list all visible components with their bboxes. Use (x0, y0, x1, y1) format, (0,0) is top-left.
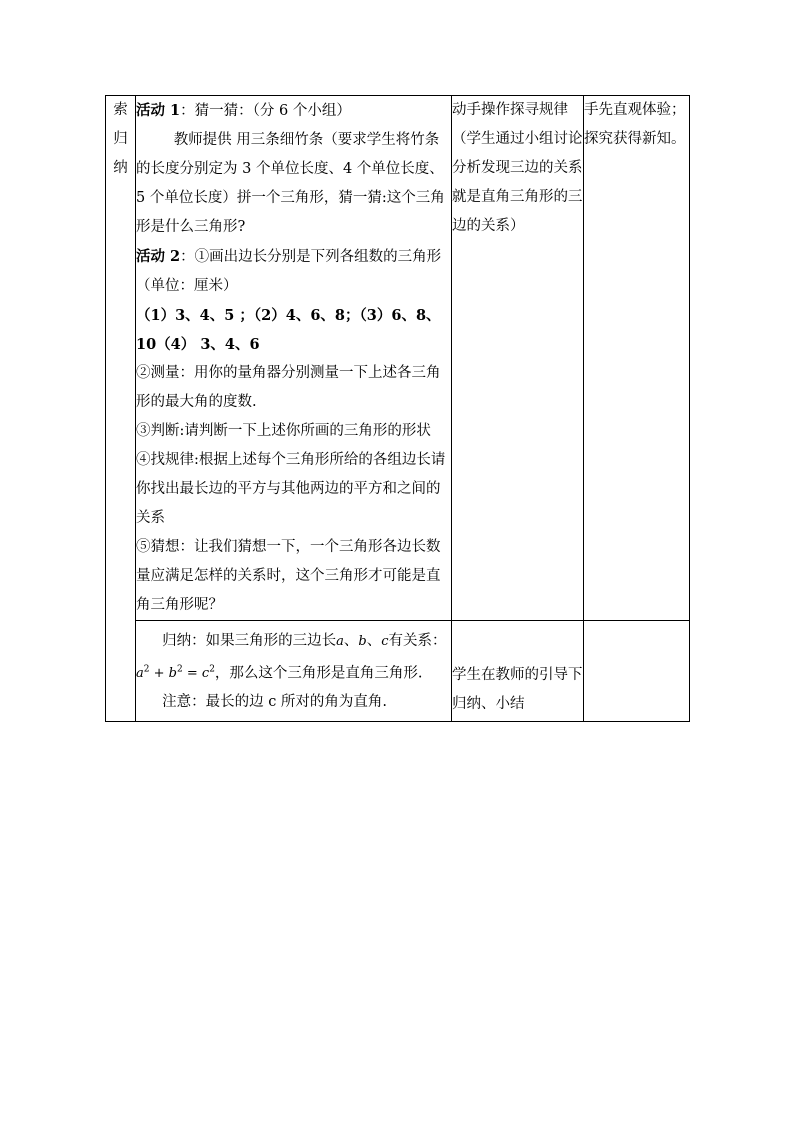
summary-cell (136, 621, 452, 722)
activity2-step4: ④找规律:根据上述每个三角形所给的各组边长请你找出最长边的平方与其他两边的平方和之间的关系 (136, 452, 446, 526)
design-intent-cell: 手先直观体验；探究获得新知。 (584, 96, 690, 621)
student-summary-cell: 学生在教师的引导下归纳、小结 (452, 621, 584, 722)
activity2-intro: 活动 2：①画出边长分别是下列各组数的三角形（单位：厘米） (136, 248, 442, 294)
summary-note: 注意：最长的边 c 所对的角为直角. (162, 694, 388, 711)
activity1-heading: 活动 1：猜一猜：（分 6 个小组） (136, 102, 351, 119)
activity-cell (136, 96, 452, 621)
student-activity-cell: 动手操作探寻规律（学生通过小组讨论分析发现三边的关系就是直角三角形的三边的关系） (452, 96, 584, 621)
activity2-step3: ③判断:请判断一下上述你所画的三角形的形状 (136, 423, 431, 439)
table-row (106, 621, 690, 722)
stage-char: 归 (113, 131, 128, 147)
stage-cell (106, 96, 136, 722)
activity2-step5: ⑤猜想：让我们猜想一下，一个三角形各边长数量应满足怎样的关系时，这个三角形才可能是直角三角形呢？ (136, 539, 441, 613)
activity2-groups: （1）3、4、5 ；（2）4、6、8；（3）6、8、10（4） 3、4、6 (136, 307, 441, 353)
stage-char: 索 (113, 102, 128, 118)
stage-char: 纳 (113, 160, 128, 176)
activity1-body: 教师提供 用三条细竹条（要求学生将竹条的长度分别定为 3 个单位长度、4 个单位长度、5 个单位长度）拼一个三角形，猜一猜:这个三角形是什么三角形? (136, 132, 445, 235)
activity2-step2: ②测量：用你的量角器分别测量一下上述各三角形的最大角的度数. (136, 365, 441, 410)
empty-cell (584, 621, 690, 722)
table-row (106, 96, 690, 621)
pythagorean-formula: $a^2 + b^2 = c^2$ (136, 665, 215, 682)
lesson-plan-table (105, 95, 690, 722)
summary-text: 归纳：如果三角形的三边长a、b、c有关系：$a^2 + b^2 = c^2$，那么这个三角形是直角三角形. (136, 633, 447, 682)
